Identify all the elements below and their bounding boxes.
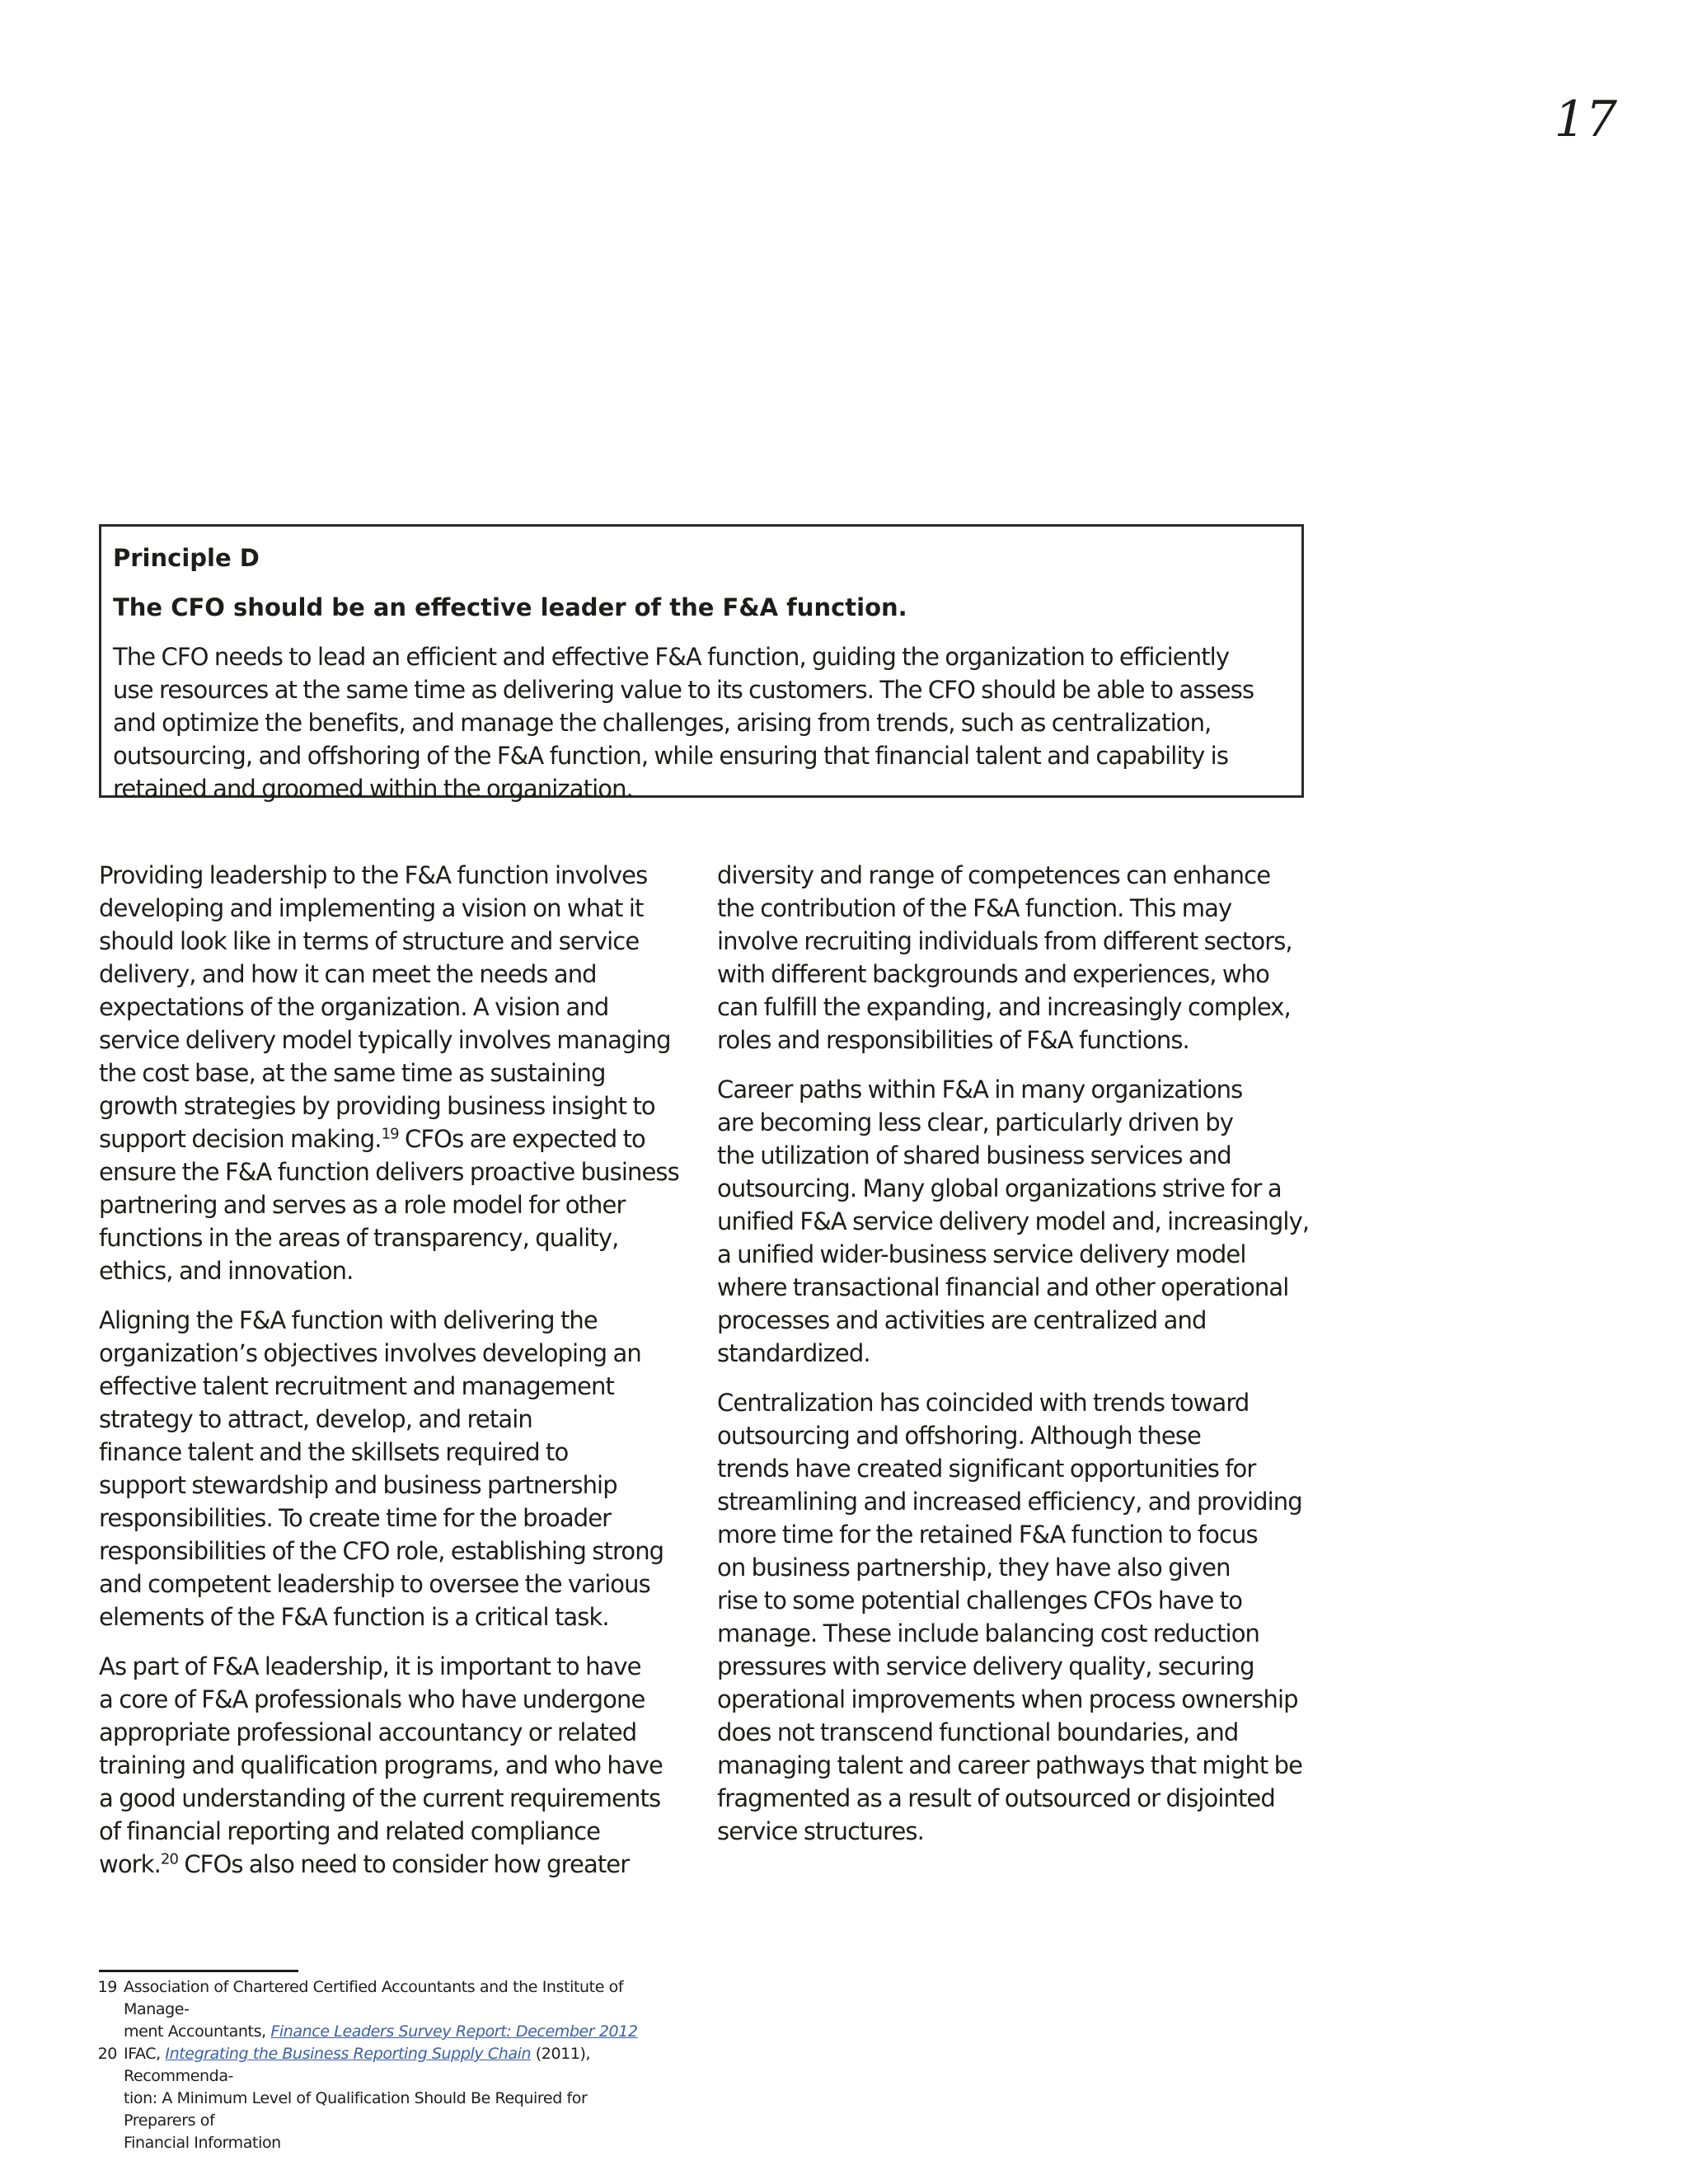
body-paragraph — [99, 1650, 692, 1881]
page-number: 17 — [1554, 91, 1617, 148]
text-line: a good understanding of the current requirements — [99, 1784, 661, 1812]
text-line: with different backgrounds and experiences, who — [717, 960, 1270, 988]
text-line: strategy to attract, develop, and retain — [99, 1405, 532, 1433]
text-segment: IFAC, — [124, 2045, 166, 2063]
left-column — [99, 859, 692, 1897]
text-line: and optimize the benefits, and manage the challenges, arising from trends, such as centralization, — [113, 709, 1212, 737]
text-line: tion: A Minimum Level of Qualification Should Be Required for Preparers of — [124, 2089, 588, 2130]
text-segment: CFOs also need to consider how greater — [178, 1850, 630, 1878]
text-line: As part of F&A leadership, it is important to have — [99, 1652, 641, 1680]
text-line: Career paths within F&A in many organizations — [717, 1076, 1243, 1104]
text-line: the utilization of shared business services and — [717, 1141, 1231, 1169]
text-line: service delivery model typically involves managing — [99, 1026, 671, 1054]
text-segment: CFOs are expected to — [398, 1125, 645, 1153]
text-line: partnering and serves as a role model for other — [99, 1191, 626, 1219]
principle-statement: The CFO should be an effective leader of the F&A function. — [113, 593, 907, 621]
text-line: growth strategies by providing business insight to — [99, 1092, 655, 1120]
text-line: are becoming less clear, particularly driven by — [717, 1108, 1233, 1137]
footnote-ref-20[interactable]: 20 — [160, 1850, 179, 1868]
text-line: responsibilities. To create time for the broader — [99, 1504, 612, 1532]
text-line — [124, 2043, 659, 2088]
text-line: and competent leadership to oversee the various — [99, 1570, 650, 1598]
text-line: more time for the retained F&A function to focus — [717, 1521, 1258, 1549]
text-line — [124, 2021, 659, 2043]
text-line: should look like in terms of structure and service — [99, 927, 640, 955]
text-line: fragmented as a result of outsourced or disjointed — [717, 1784, 1275, 1812]
text-segment: work. — [99, 1850, 161, 1878]
text-line: Financial Information — [124, 2134, 281, 2152]
text-line: Providing leadership to the F&A function involves — [99, 861, 648, 889]
text-line: training and qualification programs, and who have — [99, 1751, 663, 1779]
text-line: Centralization has coincided with trends toward — [717, 1389, 1250, 1417]
text-line: does not transcend functional boundaries, and — [717, 1718, 1239, 1746]
text-line: developing and implementing a vision on what it — [99, 894, 644, 922]
footnote-link[interactable]: Finance Leaders Survey Report: December 2012 — [270, 2022, 638, 2041]
text-line: outsourcing, and offshoring of the F&A function, while ensuring that financial talent and capability is — [113, 742, 1229, 770]
text-line: a core of F&A professionals who have undergone — [99, 1685, 645, 1713]
text-line: processes and activities are centralized and — [717, 1306, 1207, 1334]
text-line: outsourcing and offshoring. Although these — [717, 1422, 1201, 1450]
text-line: support stewardship and business partnership — [99, 1471, 617, 1499]
text-line: appropriate professional accountancy or related — [99, 1718, 637, 1746]
text-line — [99, 1122, 692, 1155]
body-paragraph — [717, 859, 1311, 1057]
text-line: Association of Chartered Certified Accountants and the Institute of Manage- — [124, 1978, 624, 2018]
text-line: responsibilities of the CFO role, establishing strong — [99, 1537, 664, 1565]
text-line: can fulfill the expanding, and increasingly complex, — [717, 993, 1291, 1021]
text-line: effective talent recruitment and management — [99, 1372, 614, 1400]
text-line: streamlining and increased efficiency, and providing — [717, 1488, 1302, 1516]
text-line: pressures with service delivery quality, securing — [717, 1652, 1254, 1680]
footnote-ref-19[interactable]: 19 — [381, 1125, 399, 1143]
text-line: standardized. — [717, 1339, 870, 1367]
footnote-20 — [82, 2043, 659, 2154]
text-line: operational improvements when process ownership — [717, 1685, 1298, 1713]
body-paragraph — [717, 1073, 1311, 1370]
footnote-number: 20 — [97, 2045, 117, 2063]
text-segment: (2011), Recommenda- — [124, 2045, 591, 2085]
footnotes — [82, 1976, 659, 2154]
text-line: use resources at the same time as delivering value to its customers. The CFO should be able to assess — [113, 676, 1254, 704]
text-line: trends have created significant opportunities for — [717, 1455, 1256, 1483]
principle-heading: Principle D — [113, 544, 260, 572]
body-paragraph — [99, 1304, 692, 1633]
body-paragraph — [717, 1386, 1311, 1848]
text-line: functions in the areas of transparency, quality, — [99, 1224, 619, 1252]
text-line — [99, 1848, 692, 1881]
text-line: manage. These include balancing cost reduction — [717, 1619, 1260, 1647]
footnote-link[interactable]: Integrating the Business Reporting Supply Chain — [165, 2045, 532, 2063]
text-line: unified F&A service delivery model and, increasingly, — [717, 1207, 1310, 1235]
text-line: expectations of the organization. A vision and — [99, 993, 609, 1021]
footnote-number: 19 — [97, 1978, 117, 1996]
text-line: managing talent and career pathways that might be — [717, 1751, 1303, 1779]
text-line: retained and groomed within the organization. — [113, 775, 633, 803]
text-line: ethics, and innovation. — [99, 1257, 354, 1285]
text-line: on business partnership, they have also given — [717, 1554, 1231, 1582]
text-line: a unified wider-business service delivery model — [717, 1240, 1246, 1268]
footnote-divider — [99, 1970, 298, 1972]
text-line: outsourcing. Many global organizations strive for a — [717, 1174, 1282, 1202]
text-line: the contribution of the F&A function. This may — [717, 894, 1232, 922]
text-line: finance talent and the skillsets required to — [99, 1438, 569, 1466]
text-line: rise to some potential challenges CFOs have to — [717, 1586, 1243, 1615]
text-line: elements of the F&A function is a critical task. — [99, 1603, 609, 1631]
principle-description — [113, 640, 1290, 805]
text-line: service structures. — [717, 1817, 924, 1845]
text-line: roles and responsibilities of F&A functions. — [717, 1026, 1189, 1054]
text-line: ensure the F&A function delivers proactive business — [99, 1158, 679, 1186]
text-line: of financial reporting and related compliance — [99, 1817, 601, 1845]
text-line: where transactional financial and other operational — [717, 1273, 1289, 1301]
text-segment: support decision making. — [99, 1125, 382, 1153]
text-line: organization’s objectives involves developing an — [99, 1339, 641, 1367]
text-line: involve recruiting individuals from different sectors, — [717, 927, 1292, 955]
footnote-19 — [82, 1976, 659, 2043]
text-line: diversity and range of competences can enhance — [717, 861, 1271, 889]
text-line: The CFO needs to lead an efficient and effective F&A function, guiding the organization to efficiently — [113, 643, 1230, 671]
text-line: Aligning the F&A function with delivering the — [99, 1306, 598, 1334]
body-paragraph — [99, 859, 692, 1287]
text-line: the cost base, at the same time as sustaining — [99, 1059, 606, 1087]
principle-box — [99, 524, 1304, 803]
right-column — [717, 859, 1311, 1864]
text-line: delivery, and how it can meet the needs and — [99, 960, 597, 988]
text-segment: ment Accountants, — [124, 2022, 271, 2041]
